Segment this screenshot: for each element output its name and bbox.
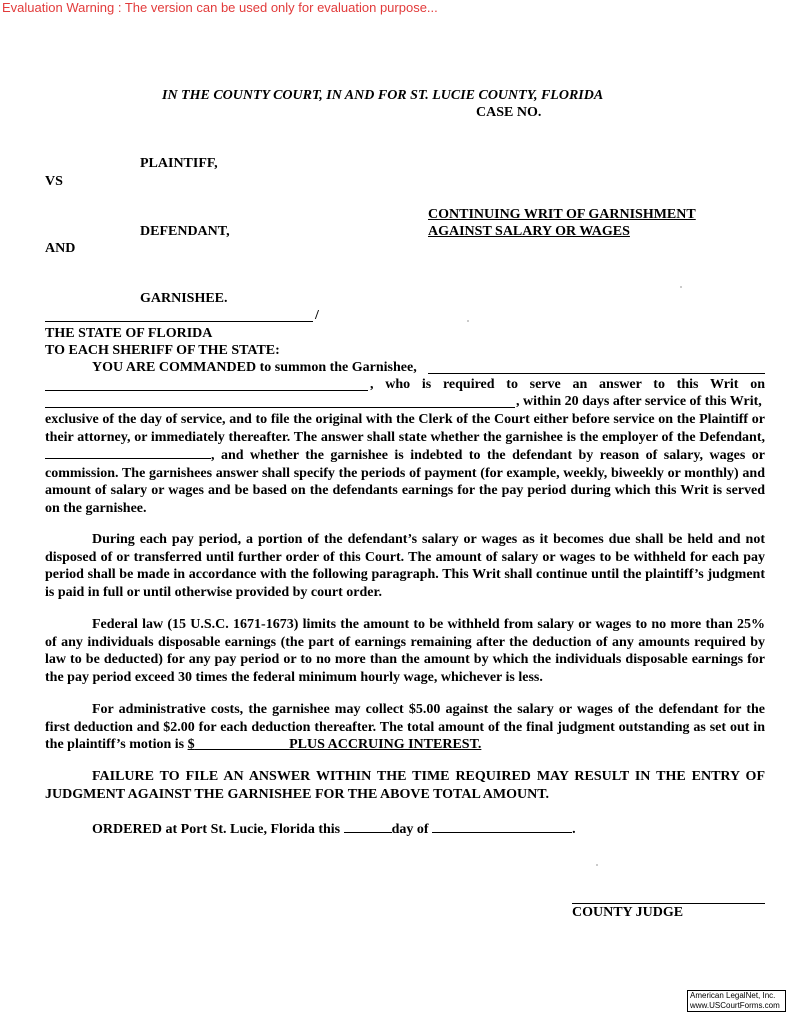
footer-branding bbox=[687, 990, 786, 1012]
scan-speck bbox=[680, 286, 682, 288]
document-title-line2: AGAINST SALARY OR WAGES bbox=[428, 224, 630, 239]
ordered-line bbox=[92, 820, 576, 838]
garnishee-name-blank-2[interactable] bbox=[45, 390, 368, 391]
who-required-text: , who is required to serve an answer to this Writ on bbox=[370, 377, 765, 392]
case-number-label: CASE NO. bbox=[476, 105, 542, 120]
defendant-label: DEFENDANT, bbox=[140, 224, 230, 239]
garnishee-name-blank[interactable] bbox=[428, 373, 765, 374]
ordered-text: ORDERED at Port St. Lucie, Florida this bbox=[92, 822, 341, 837]
garnishee-label: GARNISHEE. bbox=[140, 291, 228, 306]
month-blank[interactable] bbox=[432, 820, 572, 833]
service-instructions-paragraph bbox=[45, 411, 765, 517]
caption-slash: / bbox=[315, 308, 319, 323]
service-instructions-text: exclusive of the day of service, and to file the original with the Clerk of the Court either before service on the Plaintiff or their attorney, or immediately thereafter. The answer shall state whether the garnishee is the employer of the Defendant, bbox=[45, 412, 765, 445]
document-title-line1: CONTINUING WRIT OF GARNISHMENT bbox=[428, 207, 696, 222]
vs-label: VS bbox=[45, 174, 63, 189]
day-blank[interactable] bbox=[344, 820, 392, 833]
footer-website: www.USCourtForms.com bbox=[690, 1001, 780, 1010]
footer-company: American LegalNet, Inc. bbox=[690, 991, 776, 1000]
indebted-text: , and whether the garnishee is indebted to the defendant by reason of salary, wages or commission. The garnishees answer shall specify the periods of payment (for example, weekly, biweekly or monthly) and amount of salary or wages and be based on the defendants earnings for the pay period during which this Writ is served on the garnishee. bbox=[45, 448, 765, 516]
dollar-sign: $ bbox=[187, 737, 195, 752]
defendant-name-blank[interactable] bbox=[45, 446, 211, 459]
judge-signature-line[interactable] bbox=[572, 903, 765, 904]
failure-warning-paragraph: FAILURE TO FILE AN ANSWER WITHIN THE TIME REQUIRED MAY RESULT IN THE ENTRY OF JUDGMENT AGAINST THE GARNISHEE FOR THE ABOVE TOTAL AMOUNT. bbox=[45, 769, 765, 802]
state-of-florida: THE STATE OF FLORIDA bbox=[45, 326, 213, 341]
attorney-name-blank[interactable] bbox=[45, 407, 515, 408]
county-judge-label: COUNTY JUDGE bbox=[572, 905, 684, 920]
plaintiff-label: PLAINTIFF, bbox=[140, 156, 218, 171]
caption-underline bbox=[45, 321, 313, 322]
scan-speck bbox=[596, 864, 598, 866]
scan-speck bbox=[467, 320, 469, 322]
judgment-amount-field[interactable] bbox=[188, 737, 482, 752]
ordered-period: . bbox=[572, 822, 576, 837]
and-label: AND bbox=[45, 241, 76, 256]
administrative-costs-paragraph bbox=[45, 701, 765, 754]
commanded-text: YOU ARE COMMANDED to summon the Garnishee, bbox=[92, 360, 417, 375]
evaluation-warning: Evaluation Warning : The version can be used only for evaluation purpose... bbox=[2, 0, 438, 15]
pay-period-paragraph: During each pay period, a portion of the defendant’s salary or wages as it becomes due shall be held and not disposed of or transferred until further order of this Court. The amount of salary or wages to be withheld for each pay period shall be made in accordance with the following paragraph. This Writ shall continue until the plaintiff’s judgment is paid in full or until otherwise provided by court order. bbox=[45, 532, 765, 600]
federal-law-paragraph: Federal law (15 U.S.C. 1671-1673) limits the amount to be withheld from salary or wages to no more than 25% of any individuals disposable earnings (the part of earnings remaining after the deduction of any amounts required by law to be deducted) for any pay period or to no more than the amount by which the individuals disposable earnings for the pay period exceed 30 times the federal minimum hourly wage, whichever is less. bbox=[45, 617, 765, 685]
day-of-text: day of bbox=[391, 822, 429, 837]
administrative-costs-text: For administrative costs, the garnishee may collect $5.00 against the salary or wages of the defendant for the first deduction and $2.00 for each deduction thereafter. The total amount of the final judgment outstanding as set out in the plaintiff’s motion is bbox=[45, 702, 765, 752]
plus-accruing-interest: PLUS ACCRUING INTEREST. bbox=[289, 737, 482, 752]
court-heading: IN THE COUNTY COURT, IN AND FOR ST. LUCIE COUNTY, FLORIDA bbox=[162, 88, 604, 103]
to-each-sheriff: TO EACH SHERIFF OF THE STATE: bbox=[45, 343, 280, 358]
within-days-text: , within 20 days after service of this Writ, bbox=[516, 394, 762, 409]
